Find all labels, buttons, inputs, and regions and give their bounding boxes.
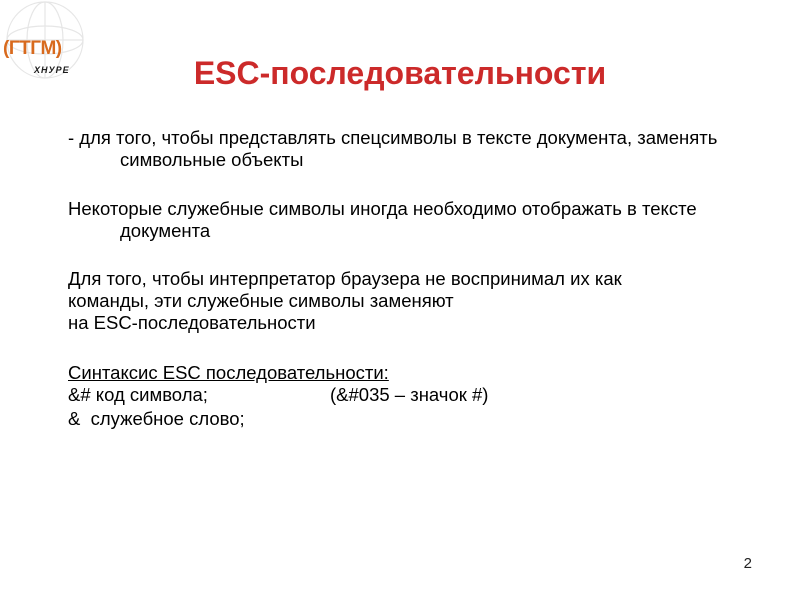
syntax-row-code: [68, 384, 768, 408]
paragraph-purpose: - для того, чтобы представлять спецсимволы в тексте документа, заменять символьные объекты: [68, 127, 718, 170]
syntax-code-form: &# код символа;: [68, 384, 208, 405]
paragraph-browser-line-3: на ESC-последовательности: [68, 312, 316, 333]
paragraph-browser-line-2: команды, эти служебные символы заменяют: [68, 290, 454, 311]
page-number: 2: [743, 555, 752, 572]
syntax-word-form: & служебное слово;: [68, 408, 245, 429]
logo-subtitle: ХНУРЕ: [34, 65, 70, 75]
slide-body: [68, 127, 768, 432]
slide-title: ESC-последовательности: [193, 55, 607, 91]
paragraph-browser-line-1: Для того, чтобы интерпретатор браузера не воспринимал их как: [68, 268, 622, 289]
syntax-heading: Синтаксис ESC последовательности:: [68, 362, 389, 383]
logo-mark: (ГТГМ): [3, 38, 62, 59]
syntax-row-word: [68, 408, 768, 432]
syntax-code-example: (&#035 – значок #): [330, 384, 489, 405]
paragraph-service-symbols: Некоторые служебные символы иногда необходимо отображать в тексте документа: [68, 198, 697, 241]
